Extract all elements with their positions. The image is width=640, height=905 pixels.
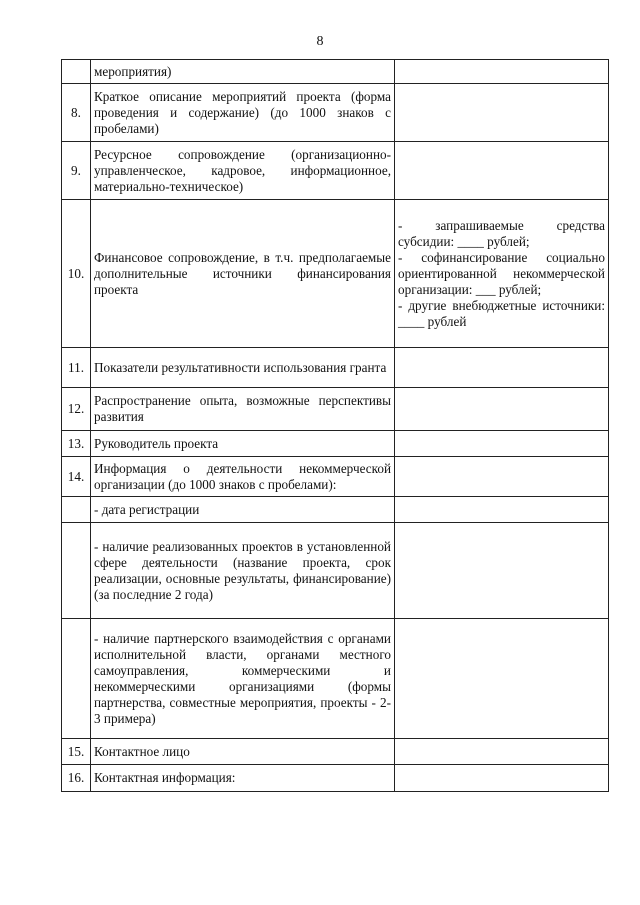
row-description: Финансовое сопровождение, в т.ч. предполагаемые дополнительные источники финансирования проекта <box>91 200 395 348</box>
row-description: Показатели результативности использования гранта <box>91 348 395 388</box>
row-description: Информация о деятельности некоммерческой организации (до 1000 знаков с пробелами): <box>91 457 395 497</box>
row-description: Ресурсное сопровождение (организационно-управленческое, кадровое, информационное, материально-техническое) <box>91 142 395 200</box>
row-description: Краткое описание мероприятий проекта (форма проведения и содержание) (до 1000 знаков с пробелами) <box>91 84 395 142</box>
row-number <box>62 619 91 739</box>
row-description: Контактное лицо <box>91 739 395 765</box>
row-value-cell <box>395 765 609 792</box>
row-description: - дата регистрации <box>91 497 395 523</box>
row-value-cell <box>395 431 609 457</box>
row-number: 16. <box>62 765 91 792</box>
row-number: 15. <box>62 739 91 765</box>
table-row <box>62 619 609 739</box>
row-description: Руководитель проекта <box>91 431 395 457</box>
row-number: 13. <box>62 431 91 457</box>
financing-other-sources-line: - другие внебюджетные источники: ____ рублей <box>398 297 605 329</box>
table-row <box>62 523 609 619</box>
table-row <box>62 431 609 457</box>
table-row <box>62 348 609 388</box>
row-value-cell <box>395 619 609 739</box>
table-row <box>62 497 609 523</box>
row-value-cell <box>395 200 609 348</box>
row-description: - наличие реализованных проектов в установленной сфере деятельности (название проекта, срок реализации, основные результаты, финансирование) (за последние 2 года) <box>91 523 395 619</box>
financing-subsidy-line: - запрашиваемые средства субсидии: ____ рублей; <box>398 217 605 249</box>
row-description: - наличие партнерского взаимодействия с органами исполнительной власти, органами местного самоуправления, коммерческими и некоммерческими организациями (формы партнерства, совместные мероприятия, проекты - 2-3 примера) <box>91 619 395 739</box>
financing-cofinancing-line: - софинансирование социально ориентированной некоммерческой организации: ___ рублей; <box>398 249 605 297</box>
row-number <box>62 497 91 523</box>
row-number: 9. <box>62 142 91 200</box>
row-value-cell <box>395 84 609 142</box>
row-value-cell <box>395 388 609 431</box>
table-row <box>62 765 609 792</box>
page-number: 8 <box>316 34 324 49</box>
row-number <box>62 60 91 84</box>
row-number: 8. <box>62 84 91 142</box>
row-description: Распространение опыта, возможные перспективы развития <box>91 388 395 431</box>
application-form-table <box>61 59 609 792</box>
row-description: Контактная информация: <box>91 765 395 792</box>
row-description: мероприятия) <box>91 60 395 84</box>
row-number: 10. <box>62 200 91 348</box>
row-value-cell <box>395 142 609 200</box>
table-row <box>62 84 609 142</box>
table-row <box>62 60 609 84</box>
row-value-cell <box>395 60 609 84</box>
row-number: 11. <box>62 348 91 388</box>
row-value-cell <box>395 457 609 497</box>
table-row <box>62 388 609 431</box>
table-row <box>62 457 609 497</box>
row-number: 14. <box>62 457 91 497</box>
row-number: 12. <box>62 388 91 431</box>
row-value-cell <box>395 497 609 523</box>
table-row <box>62 200 609 348</box>
table-row <box>62 739 609 765</box>
row-value-cell <box>395 348 609 388</box>
row-number <box>62 523 91 619</box>
row-value-cell <box>395 739 609 765</box>
table-row <box>62 142 609 200</box>
row-value-cell <box>395 523 609 619</box>
